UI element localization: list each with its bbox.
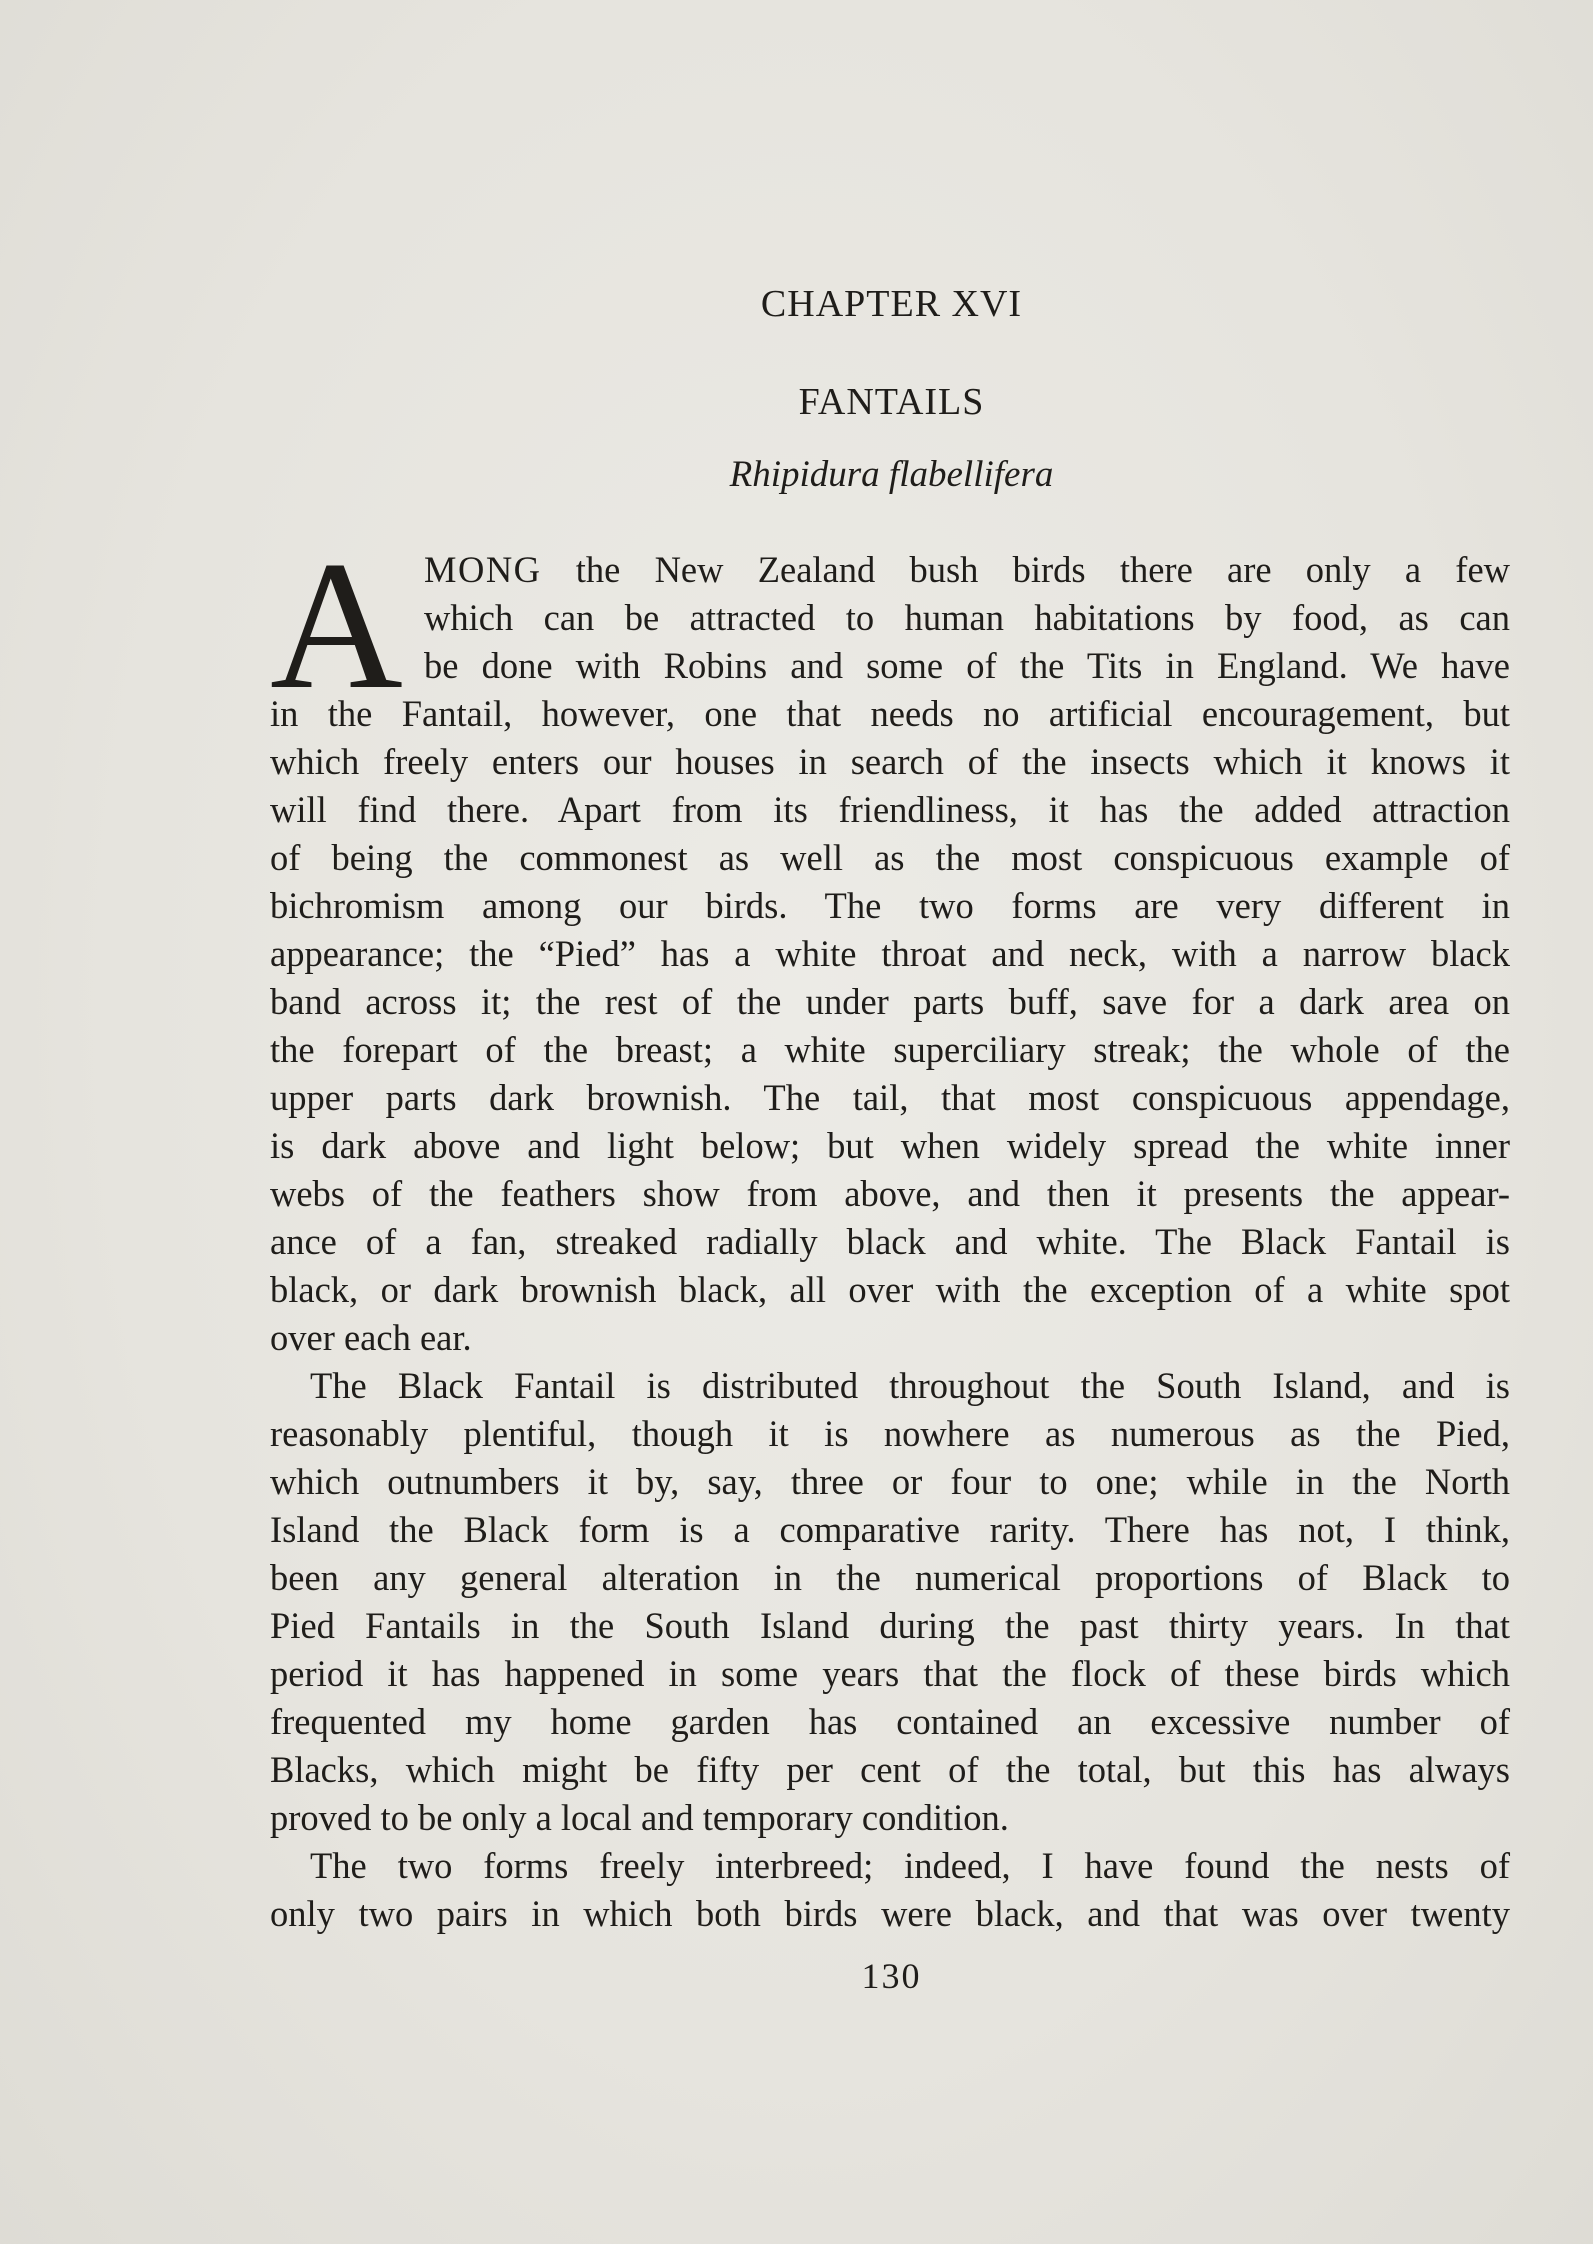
text-line: which outnumbers it by, say, three or four to one; while in the North — [270, 1461, 1510, 1502]
text-line: is dark above and light below; but when widely spread the white inner — [270, 1125, 1510, 1166]
text-line: black, or dark brownish black, all over with the exception of a white spot — [270, 1269, 1510, 1310]
text-line: frequented my home garden has contained an excessive number of — [270, 1701, 1510, 1742]
text-line: webs of the feathers show from above, and then it presents the appear- — [270, 1173, 1510, 1214]
text-line: MONG the New Zealand bush birds there are only a few — [424, 549, 1510, 590]
text-line: be done with Robins and some of the Tits in England. We have — [424, 645, 1510, 686]
text-line: the forepart of the breast; a white superciliary streak; the whole of the — [270, 1029, 1510, 1070]
text-line: only two pairs in which both birds were black, and that was over twenty — [270, 1893, 1510, 1934]
chapter-number: CHAPTER XVI — [760, 283, 1023, 325]
text-line: ance of a fan, streaked radially black and white. The Black Fantail is — [270, 1221, 1510, 1262]
text-line: been any general alteration in the numerical proportions of Black to — [270, 1557, 1510, 1598]
page-number: 130 — [861, 1956, 922, 1996]
text-line: proved to be only a local and temporary condition. — [270, 1797, 1009, 1838]
chapter-title: FANTAILS — [798, 381, 985, 423]
text-line: Island the Black form is a comparative rarity. There has not, I think, — [270, 1509, 1510, 1550]
text-line: The two forms freely interbreed; indeed, I have found the nests of — [310, 1845, 1510, 1886]
text-line: bichromism among our birds. The two forms are very different in — [270, 885, 1510, 926]
drop-cap: A — [270, 550, 403, 694]
text-line: will find there. Apart from its friendliness, it has the added attraction — [270, 789, 1510, 830]
text-line: band across it; the rest of the under parts buff, save for a dark area on — [270, 981, 1510, 1022]
species-name: Rhipidura flabellifera — [729, 454, 1054, 495]
text-line: Pied Fantails in the South Island during the past thirty years. In that — [270, 1605, 1510, 1646]
text-line: in the Fantail, however, one that needs no artificial encouragement, but — [270, 693, 1510, 734]
text-line: appearance; the “Pied” has a white throat and neck, with a narrow black — [270, 933, 1510, 974]
text-line: which can be attracted to human habitations by food, as can — [424, 597, 1510, 638]
lead-caps: MONG — [424, 549, 542, 590]
text-line: over each ear. — [270, 1317, 472, 1358]
text-line: period it has happened in some years that the flock of these birds which — [270, 1653, 1510, 1694]
text-line: upper parts dark brownish. The tail, that most conspicuous appendage, — [270, 1077, 1510, 1118]
text-line: which freely enters our houses in search of the insects which it knows it — [270, 741, 1510, 782]
text-line: of being the commonest as well as the most conspicuous example of — [270, 837, 1510, 878]
text-line: Blacks, which might be fifty per cent of the total, but this has always — [270, 1749, 1510, 1790]
body-text — [270, 546, 1510, 1938]
text-line: The Black Fantail is distributed throughout the South Island, and is — [310, 1365, 1510, 1406]
text-line: reasonably plentiful, though it is nowhere as numerous as the Pied, — [270, 1413, 1510, 1454]
